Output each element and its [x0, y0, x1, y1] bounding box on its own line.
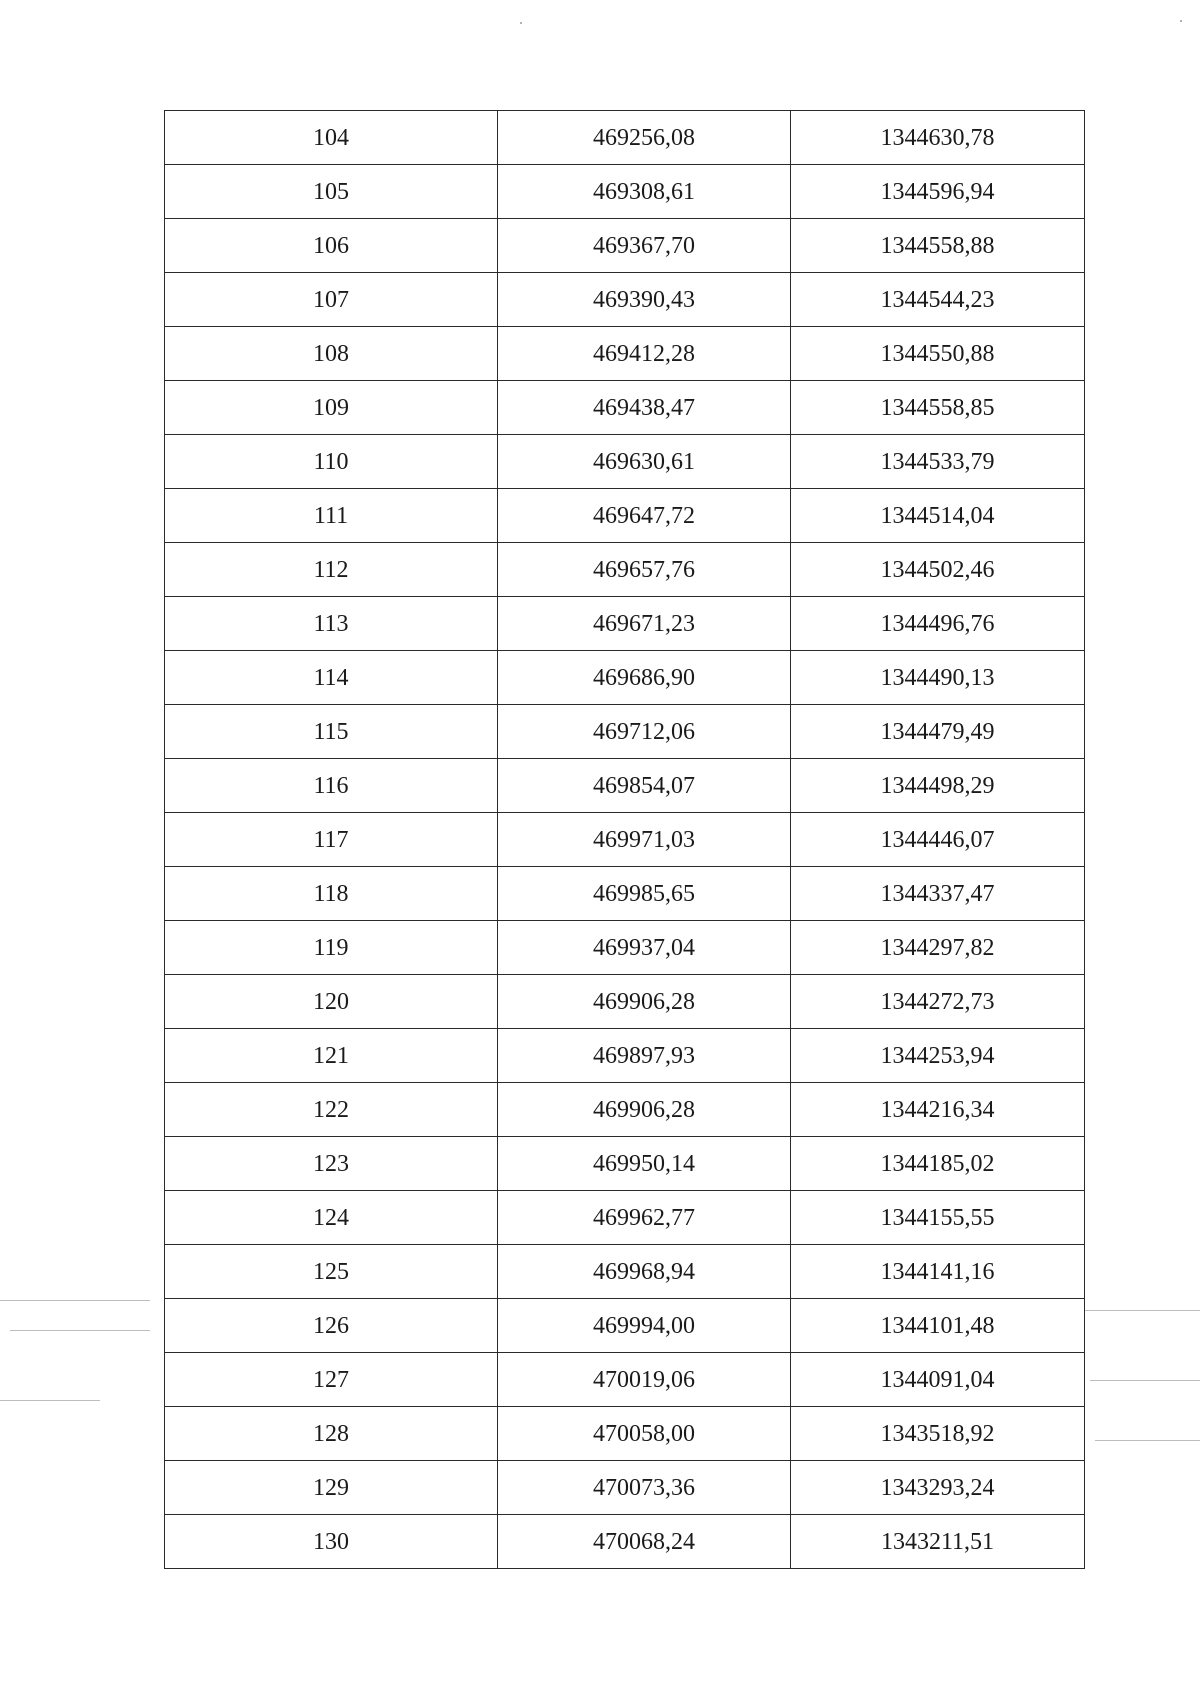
table-row [165, 219, 1085, 273]
x-coordinate-cell: 469256,08 [498, 111, 791, 165]
scan-artifact [10, 1330, 150, 1331]
y-coordinate-cell: 1344550,88 [791, 327, 1085, 381]
x-coordinate-cell: 470068,24 [498, 1515, 791, 1569]
table-row [165, 1137, 1085, 1191]
table-row [165, 867, 1085, 921]
scan-artifact [0, 1400, 100, 1401]
y-coordinate-cell: 1344544,23 [791, 273, 1085, 327]
y-coordinate-cell: 1344533,79 [791, 435, 1085, 489]
point-number-cell: 112 [165, 543, 498, 597]
x-coordinate-cell: 469686,90 [498, 651, 791, 705]
x-coordinate-cell: 469390,43 [498, 273, 791, 327]
point-number-cell: 130 [165, 1515, 498, 1569]
point-number-cell: 113 [165, 597, 498, 651]
x-coordinate-cell: 469647,72 [498, 489, 791, 543]
x-coordinate-cell: 470058,00 [498, 1407, 791, 1461]
point-number-cell: 110 [165, 435, 498, 489]
x-coordinate-cell: 469906,28 [498, 1083, 791, 1137]
table-row [165, 1515, 1085, 1569]
y-coordinate-cell: 1344101,48 [791, 1299, 1085, 1353]
table-row [165, 1083, 1085, 1137]
y-coordinate-cell: 1344272,73 [791, 975, 1085, 1029]
table-row [165, 543, 1085, 597]
table-row [165, 489, 1085, 543]
x-coordinate-cell: 470019,06 [498, 1353, 791, 1407]
point-number-cell: 121 [165, 1029, 498, 1083]
table-row [165, 273, 1085, 327]
y-coordinate-cell: 1344596,94 [791, 165, 1085, 219]
point-number-cell: 109 [165, 381, 498, 435]
point-number-cell: 114 [165, 651, 498, 705]
x-coordinate-cell: 469937,04 [498, 921, 791, 975]
coordinates-table [164, 110, 1085, 1569]
x-coordinate-cell: 470073,36 [498, 1461, 791, 1515]
point-number-cell: 126 [165, 1299, 498, 1353]
point-number-cell: 122 [165, 1083, 498, 1137]
table-row [165, 165, 1085, 219]
point-number-cell: 119 [165, 921, 498, 975]
scan-artifact [1085, 1310, 1200, 1311]
table-row [165, 381, 1085, 435]
y-coordinate-cell: 1343518,92 [791, 1407, 1085, 1461]
y-coordinate-cell: 1344155,55 [791, 1191, 1085, 1245]
table-row [165, 1353, 1085, 1407]
x-coordinate-cell: 469962,77 [498, 1191, 791, 1245]
x-coordinate-cell: 469657,76 [498, 543, 791, 597]
y-coordinate-cell: 1343211,51 [791, 1515, 1085, 1569]
x-coordinate-cell: 469994,00 [498, 1299, 791, 1353]
x-coordinate-cell: 469985,65 [498, 867, 791, 921]
y-coordinate-cell: 1344498,29 [791, 759, 1085, 813]
table-row [165, 1299, 1085, 1353]
x-coordinate-cell: 469968,94 [498, 1245, 791, 1299]
scan-artifact [1095, 1440, 1200, 1441]
y-coordinate-cell: 1344091,04 [791, 1353, 1085, 1407]
point-number-cell: 117 [165, 813, 498, 867]
y-coordinate-cell: 1343293,24 [791, 1461, 1085, 1515]
y-coordinate-cell: 1344502,46 [791, 543, 1085, 597]
table-row [165, 1191, 1085, 1245]
x-coordinate-cell: 469712,06 [498, 705, 791, 759]
point-number-cell: 125 [165, 1245, 498, 1299]
scan-artifact [1180, 20, 1182, 22]
y-coordinate-cell: 1344141,16 [791, 1245, 1085, 1299]
y-coordinate-cell: 1344558,88 [791, 219, 1085, 273]
coordinates-table-body [165, 111, 1085, 1569]
table-row [165, 327, 1085, 381]
point-number-cell: 105 [165, 165, 498, 219]
point-number-cell: 120 [165, 975, 498, 1029]
y-coordinate-cell: 1344496,76 [791, 597, 1085, 651]
point-number-cell: 129 [165, 1461, 498, 1515]
y-coordinate-cell: 1344337,47 [791, 867, 1085, 921]
y-coordinate-cell: 1344630,78 [791, 111, 1085, 165]
table-row [165, 597, 1085, 651]
table-row [165, 921, 1085, 975]
point-number-cell: 108 [165, 327, 498, 381]
table-row [165, 813, 1085, 867]
table-row [165, 759, 1085, 813]
point-number-cell: 118 [165, 867, 498, 921]
point-number-cell: 124 [165, 1191, 498, 1245]
table-row [165, 975, 1085, 1029]
scan-artifact [0, 1300, 150, 1301]
point-number-cell: 107 [165, 273, 498, 327]
y-coordinate-cell: 1344253,94 [791, 1029, 1085, 1083]
point-number-cell: 106 [165, 219, 498, 273]
x-coordinate-cell: 469971,03 [498, 813, 791, 867]
table-row [165, 111, 1085, 165]
table-row [165, 1461, 1085, 1515]
x-coordinate-cell: 469308,61 [498, 165, 791, 219]
x-coordinate-cell: 469630,61 [498, 435, 791, 489]
x-coordinate-cell: 469367,70 [498, 219, 791, 273]
x-coordinate-cell: 469897,93 [498, 1029, 791, 1083]
x-coordinate-cell: 469438,47 [498, 381, 791, 435]
table-row [165, 435, 1085, 489]
y-coordinate-cell: 1344479,49 [791, 705, 1085, 759]
y-coordinate-cell: 1344185,02 [791, 1137, 1085, 1191]
table-row [165, 1245, 1085, 1299]
point-number-cell: 104 [165, 111, 498, 165]
scan-artifact [1090, 1380, 1200, 1381]
point-number-cell: 128 [165, 1407, 498, 1461]
x-coordinate-cell: 469854,07 [498, 759, 791, 813]
table-row [165, 651, 1085, 705]
point-number-cell: 123 [165, 1137, 498, 1191]
x-coordinate-cell: 469671,23 [498, 597, 791, 651]
x-coordinate-cell: 469906,28 [498, 975, 791, 1029]
table-row [165, 1407, 1085, 1461]
scan-artifact [520, 22, 522, 24]
point-number-cell: 127 [165, 1353, 498, 1407]
point-number-cell: 116 [165, 759, 498, 813]
y-coordinate-cell: 1344558,85 [791, 381, 1085, 435]
y-coordinate-cell: 1344446,07 [791, 813, 1085, 867]
table-row [165, 705, 1085, 759]
point-number-cell: 111 [165, 489, 498, 543]
table-row [165, 1029, 1085, 1083]
y-coordinate-cell: 1344297,82 [791, 921, 1085, 975]
y-coordinate-cell: 1344514,04 [791, 489, 1085, 543]
point-number-cell: 115 [165, 705, 498, 759]
y-coordinate-cell: 1344216,34 [791, 1083, 1085, 1137]
y-coordinate-cell: 1344490,13 [791, 651, 1085, 705]
x-coordinate-cell: 469950,14 [498, 1137, 791, 1191]
x-coordinate-cell: 469412,28 [498, 327, 791, 381]
